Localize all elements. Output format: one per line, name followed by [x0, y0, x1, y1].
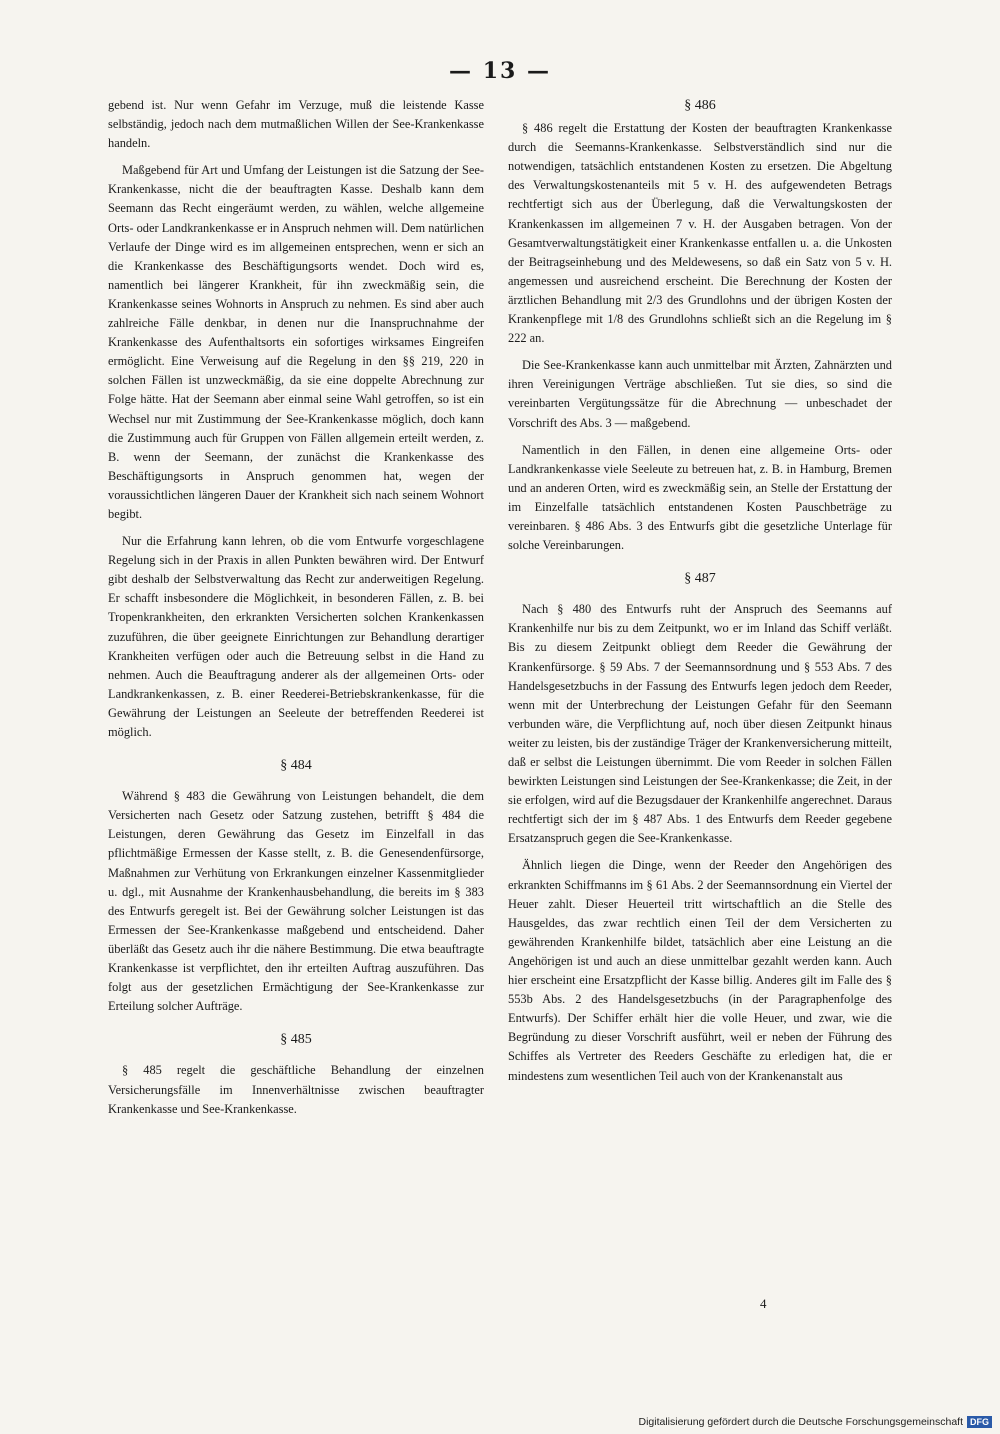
- paragraph: Maßgebend für Art und Umfang der Leistungen ist die Satzung der See-Krankenkasse, nicht die der beauftragten Kasse. Deshalb kann dem Seemann das Recht eingeräumt werden, zu wählen, welche allgemeine Orts- oder Landkrankenkasse er in Anspruch nehmen will. Dem natürlichen Verlaufe der Dinge wird es im allgemeinen entsprechen, wenn er sich an die Krankenkasse des Beschäftigungsorts wendet. Doch wird es, namentlich bei längerer Krankheit, für ihn zweckmäßig sein, die Krankenkasse seines Wohnorts in Anspruch zu nehmen. Es sind aber auch zahlreiche Fälle denkbar, in denen nur die Inanspruchnahme der Krankenkasse des Aufenthaltsorts ein sofortiges wirksames Eingreifen ermöglicht. Eine Verweisung auf die Regelung in den §§ 219, 220 in solchen Fällen ist unzweckmäßig, da sie eine doppelte Abrechnung zur Folge hätte. Hat der Seemann aber einmal seine Wahl getroffen, so ist ein Wechsel nur mit Zustimmung der See-Krankenkasse möglich, doch kann die Zustimmung auch für Gruppen von Fällen allgemein erteilt werden, z. B. wenn der Seemann, der zunächst die Krankenkasse des Beschäftigungsorts in Anspruch genommen hat, wegen der voraussichtlichen längeren Dauer der Krankheit sich nach seinem Wohnort begibt.: [108, 163, 484, 521]
- paragraph: Nach § 480 des Entwurfs ruht der Anspruch des Seemanns auf Krankenhilfe nur bis zu dem Zeitpunkt, wo er im Inland das Schiff verläßt. Bis zu diesem Zeitpunkt obliegt dem Reeder die Gewährung der Krankenfürsorge. § 59 Abs. 7 der Seemannsordnung und § 553 Abs. 7 des Handelsgesetzbuchs in der Fassung des Entwurfs legen jedoch dem Reeder, wenn mit der Unterbrechung der Leistungen Gefahr für den Seemann verbunden wäre, die Verpflichtung auf, noch über diesen Zeitpunkt hinaus weiter zu leisten, bis der zuständige Träger der Krankenversicherung mitteilt, daß er selbst die Leistungen übernimmt. Die vom Reeder in solchen Fällen bewirkten Leistungen sind Leistungen der See-Krankenkasse; die Zeit, in der sie erfolgen, wird auf die Bezugsdauer der Krankenhilfe angerechnet. Daraus rechtfertigt sich der im § 487 Abs. 1 des Entwurfs dem Reeder gegebene Ersatzanspruch gegen die See-Krankenkasse.: [508, 602, 892, 846]
- paragraph: Die See-Krankenkasse kann auch unmittelbar mit Ärzten, Zahnärzten und ihren Vereinigungen Verträge abschließen. Tut sie dies, so sind die vereinbarten Vergütungssätze für die Abrechnung — unbeschadet der Vorschrift des Abs. 3 — maßgebend.: [508, 358, 892, 430]
- paragraph: Nur die Erfahrung kann lehren, ob die vom Entwurfe vorgeschlagene Regelung sich in der Praxis in allen Punkten bewähren wird. Der Entwurf gibt deshalb der Selbstverwaltung das Recht zur anderweitigen Regelung. Er schafft insbesondere die Möglichkeit, in besonderen Fällen, z. B. bei Tropenkrankheiten, den erkrankten Versicherten solchen Krankenkassen zuzuführen, die über geeignete Einrichtungen zur Behandlung derartiger Krankheiten verfügen oder auch die Betreuung selbst in die Hand zu nehmen. Auch die Beauftragung anderer als der allgemeinen Orts- oder Landkrankenkassen, z. B. einer Reederei-Betriebskrankenkasse, für die Gewährung der Leistungen an Seeleute der betreffenden Reederei ist möglich.: [108, 534, 484, 739]
- paragraph: Ähnlich liegen die Dinge, wenn der Reeder den Angehörigen des erkrankten Schiffmanns im § 61 Abs. 2 der Seemannsordnung ein Viertel der Heuer zahlt. Dieser Heuerteil tritt wirtschaftlich an die Stelle des Hausgeldes, das zwar rechtlich einen Teil der dem Versicherten zu gewährenden Krankenhilfe bildet, tatsächlich aber eine Leistung an die Angehörigen ist und auch an diese unmittelbar gezahlt werden kann. Auch hier erscheint eine Ersatzpflicht der Kasse billig. Anderes gilt im Falle des § 553b Abs. 2 des Handelsgesetzbuchs (in der Paragraphenfolge des Entwurfs). Der Schiffer erhält hier die volle Heuer, und zwar, wie die Begründung zu dieser Vorschrift ausführt, weil er neben der Führung des Schiffes als Vertreter des Reeders Geschäfte zu erledigen hat, die er mindestens zum wesentlichen Teil auch von der Krankenanstalt aus: [508, 858, 892, 1083]
- paragraph: § 485 regelt die geschäftliche Behandlung der einzelnen Versicherungsfälle im Innenverhältnisse zwischen beauftragter Krankenkasse und See-Krankenkasse.: [108, 1063, 484, 1116]
- printer-signature: 4: [760, 1296, 767, 1311]
- section-heading-486: § 486: [684, 98, 716, 113]
- paragraph: Namentlich in den Fällen, in denen eine allgemeine Orts- oder Landkrankenkasse viele Seeleute zu betreuen hat, z. B. in Hamburg, Bremen und an anderen Orten, wird es zweckmäßig sein, an Stelle der Erstattung der im Einzelfalle tatsächlich entstandenen Kosten Pauschbeträge zu vereinbaren. § 486 Abs. 3 des Entwurfs gibt die gesetzliche Unterlage für solche Vereinbarungen.: [508, 442, 892, 553]
- paragraph: gebend ist. Nur wenn Gefahr im Verzuge, muß die leistende Kasse selbständig, jedoch nach dem mutmaßlichen Willen der See-Krankenkasse handeln.: [108, 98, 484, 151]
- dfg-logo-icon: DFG: [967, 1416, 992, 1428]
- page-number: — 13 —: [449, 58, 551, 84]
- paragraph: § 486 regelt die Erstattung der Kosten der beauftragten Krankenkasse durch die Seemanns-Krankenkasse. Selbstverständlich sind nur die notwendigen, tatsächlich entstandenen Kosten zu ersetzen. Die Abgeltung des Verwaltungskostenanteils mit 5 v. H. des aufgewendeten Betrags rechtfertigt sich aus der Überlegung, daß die Verwaltungskosten der Krankenkassen im allgemeinen 7 v. H. der Ausgaben betragen. Von der Gesamtverwaltungstätigkeit einer Krankenkasse entfallen u. a. die Unkosten der Beitragseinhebung und des Meldewesens, so daß ein Satz von 5 v. H. angemessen und ausreichend erscheint. Die Berechnung der Kosten der ärztlichen Behandlung mit 2/3 des Grundlohns und der übrigen Kosten der Krankenpflege mit 1/8 des Grundlohns schließt sich an die Regelung im § 222 an.: [508, 121, 892, 346]
- section-heading-485: § 485: [280, 1032, 312, 1048]
- section-heading-484: § 484: [280, 758, 312, 774]
- footer-text: Digitalisierung gefördert durch die Deutsche Forschungsgemeinschaft: [638, 1416, 963, 1428]
- right-column: [508, 96, 892, 1094]
- paragraph: Während § 483 die Gewährung von Leistungen behandelt, die dem Versicherten nach Gesetz oder Satzung zustehen, betrifft § 484 die Leistungen, deren Gewährung das Gesetz im Einzelfall in das pflichtmäßige Ermessen der Kasse stellt, z. B. die Genesendenfürsorge, Maßnahmen zur Verhütung von Erkrankungen einzelner Kassenmitglieder u. dgl., mit Ausnahme der Krankenhausbehandlung, die bereits im § 383 des Entwurfs geregelt ist. Bei der Gewährung solcher Leistungen ist das Ermessen der See-Krankenkasse maßgebend und entscheidend. Daher überläßt das Gesetz auch ihr die nähere Bestimmung. Die etwa beauftragte Krankenkasse ist verpflichtet, den ihr erteilten Auftrag auszuführen. Das folgt aus der gesetzlichen Ermächtigung der See-Krankenkasse zur Erteilung solcher Aufträge.: [108, 789, 484, 1014]
- left-column: [108, 96, 484, 1127]
- section-heading-487: § 487: [684, 571, 716, 587]
- digitization-footer: [638, 1416, 992, 1428]
